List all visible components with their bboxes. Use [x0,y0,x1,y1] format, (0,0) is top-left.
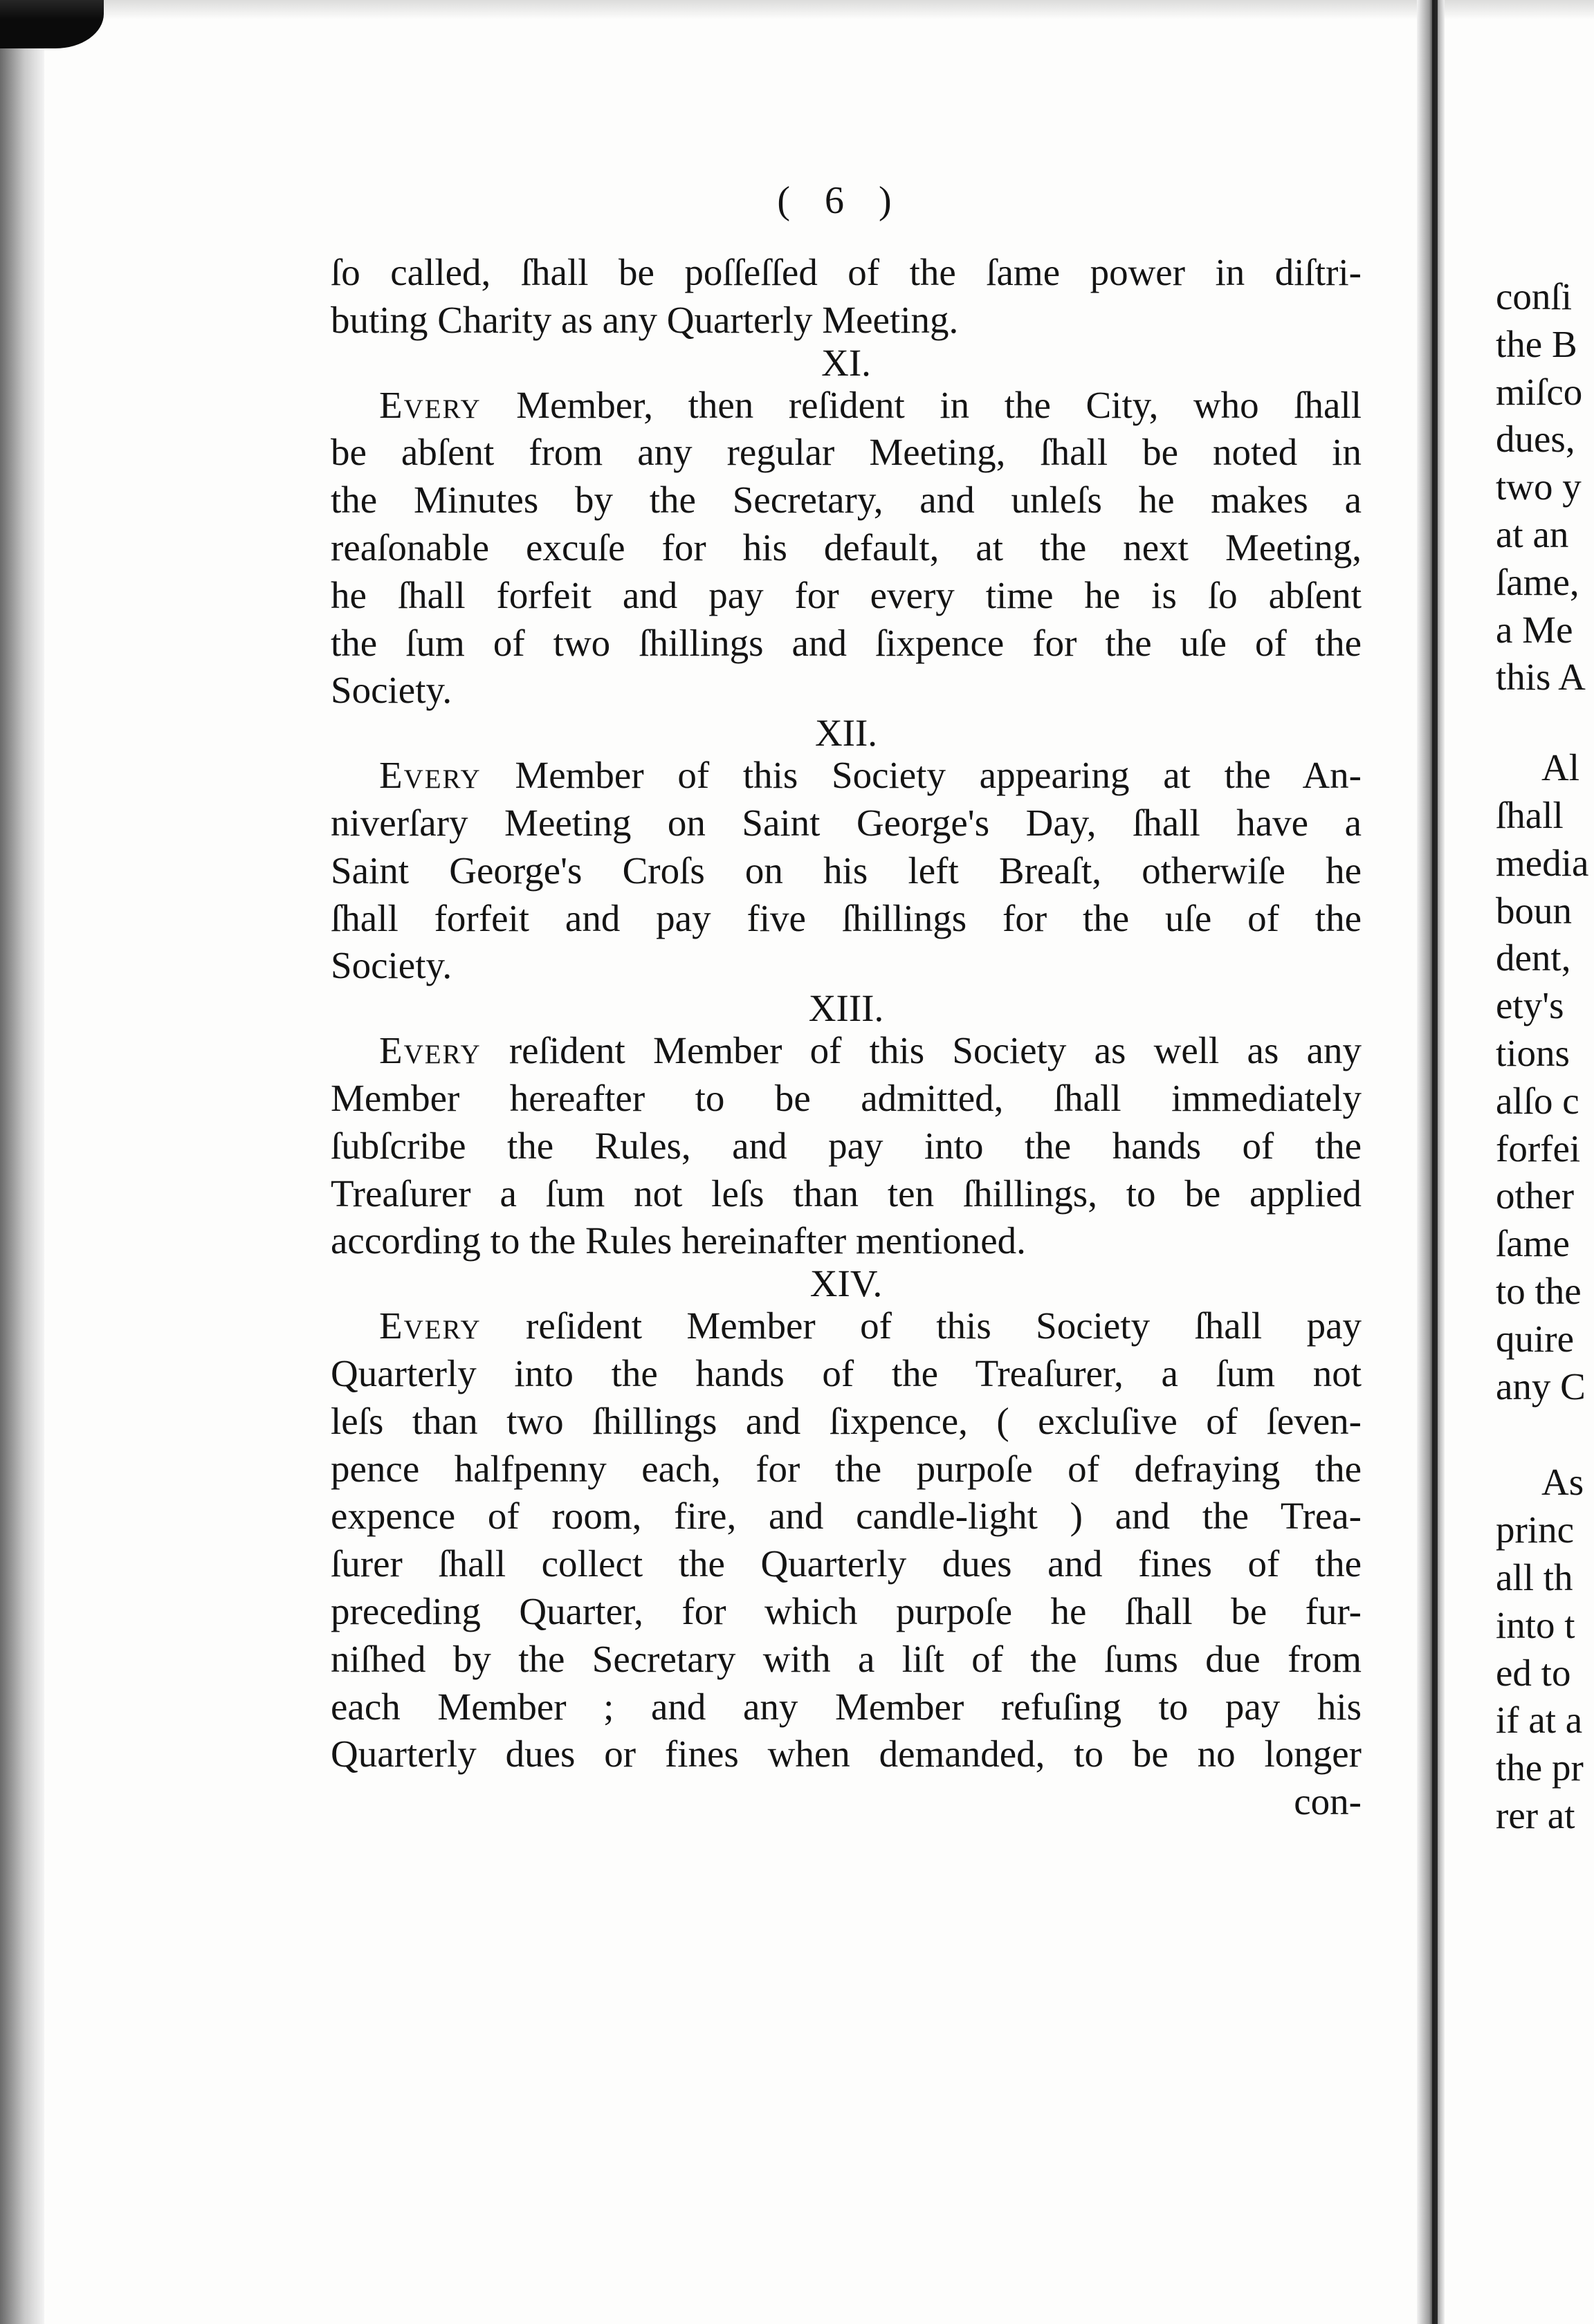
facing-line: the pr [1496,1746,1584,1789]
catchword: con- [1294,1780,1362,1823]
section-heading-xiv: XIV. [809,1262,883,1305]
page-number: ( 6 ) [777,179,904,222]
facing-line: the B [1496,322,1577,365]
text-line: the ſum of two ſhillings and ſixpence for the uſe of the [331,621,1362,664]
text-line: buting Charity as any Quarterly Meeting. [331,298,959,341]
facing-line: ſhall [1496,793,1564,836]
facing-gap [1496,701,1594,744]
text-line: ſubſcribe the Rules, and pay into the hands of the [331,1124,1362,1167]
facing-line: conſi [1496,275,1572,317]
facing-line: any C [1496,1365,1586,1408]
text-line [331,752,1362,800]
text-line-rest: Member of this Society appearing at the An- [515,754,1362,797]
lead-word: Every [379,383,482,426]
facing-line: ſame [1496,1222,1570,1265]
main-text-block [331,249,1362,1826]
text-line: Treaſurer a ſum not leſs than ten ſhillings, to be applied [331,1172,1362,1215]
text-line: pence halfpenny each, for the purpoſe of defraying the [331,1447,1362,1490]
facing-line: tions [1496,1031,1570,1074]
facing-line: boun [1496,889,1572,932]
text-line: reaſonable excuſe for his default, at the next Meeting, [331,526,1362,569]
text-line: Member hereafter to be admitted, ſhall immediately [331,1076,1362,1119]
text-line-rest: reſident Member of this Society ſhall pay [526,1304,1362,1347]
text-line-rest: reſident Member of this Society as well as any [509,1029,1362,1072]
page-gutter [1417,0,1445,2324]
facing-line: other [1496,1174,1575,1217]
facing-page-fragment [1496,273,1594,1840]
facing-line: media [1496,841,1589,884]
facing-line: princ [1496,1509,1575,1551]
section-heading-xiii: XIII. [808,987,884,1030]
text-line: leſs than two ſhillings and ſixpence, ( excluſive of ſeven- [331,1399,1362,1442]
facing-line: ety's [1496,984,1564,1027]
lead-word: Every [379,1304,482,1347]
text-line: niverſary Meeting on Saint George's Day, ſhall have a [331,801,1362,844]
facing-line: quire [1496,1317,1575,1360]
text-line [331,382,1362,430]
facing-line: at an [1496,513,1569,555]
facing-line: to the [1496,1269,1582,1312]
text-line: each Member ; and any Member refuſing to pay his [331,1685,1362,1728]
facing-line: ſame, [1496,560,1579,603]
section-heading-xii: XII. [814,712,878,755]
facing-line: all th [1496,1556,1573,1598]
facing-line: ed to [1496,1651,1571,1694]
facing-line: As [1541,1461,1584,1504]
text-line: Society. [331,669,452,712]
text-line: ſurer ſhall collect the Quarterly dues and fines of the [331,1542,1362,1585]
facing-line: dent, [1496,937,1571,979]
text-line: niſhed by the Secretary with a liſt of the ſums due from [331,1637,1362,1680]
facing-line: forfei [1496,1127,1581,1170]
facing-line: dues, [1496,418,1575,461]
binding-edge [0,0,44,2324]
facing-line: a Me [1496,608,1573,651]
text-line [331,1302,1362,1350]
text-line: Quarterly dues or fines when demanded, to be no longer [331,1733,1362,1776]
text-line: expence of room, fire, and candle-light ) and the Trea- [331,1495,1362,1538]
section-heading-xi: XI. [821,341,871,384]
facing-line: alſo c [1496,1079,1579,1122]
text-line: Quarterly into the hands of the Treaſurer, a ſum not [331,1352,1362,1394]
text-line: preceding Quarter, for which purpoſe he ſhall be fur- [331,1589,1362,1632]
text-line: ſhall forfeit and pay five ſhillings for the uſe of the [331,896,1362,939]
text-line: the Minutes by the Secretary, and unleſs he makes a [331,479,1362,522]
facing-line: this A [1496,656,1586,699]
text-line: he ſhall forfeit and pay for every time he is ſo abſent [331,573,1362,616]
text-line: ſo called, ſhall be poſſeſſed of the ſame power in diſtri- [331,251,1362,293]
facing-line: rer at [1496,1793,1575,1836]
text-line: Society. [331,944,452,987]
facing-line: if at a [1496,1699,1583,1742]
lead-word: Every [379,1029,482,1072]
text-line: according to the Rules hereinafter mentioned. [331,1219,1026,1262]
lead-word: Every [379,754,482,797]
text-line-rest: Member, then reſident in the City, who ſhall [516,383,1362,426]
text-line: be abſent from any regular Meeting, ſhall be noted in [331,431,1362,474]
top-shadow [0,0,1594,19]
facing-line: miſco [1496,370,1583,413]
text-line [331,1027,1362,1075]
facing-line: two y [1496,465,1582,508]
facing-line: Al [1541,746,1579,789]
facing-line: into t [1496,1603,1575,1646]
facing-gap [1496,1410,1594,1459]
text-line: Saint George's Croſs on his left Breaſt, otherwiſe he [331,849,1362,892]
gutter-fold-line [1432,0,1438,2324]
